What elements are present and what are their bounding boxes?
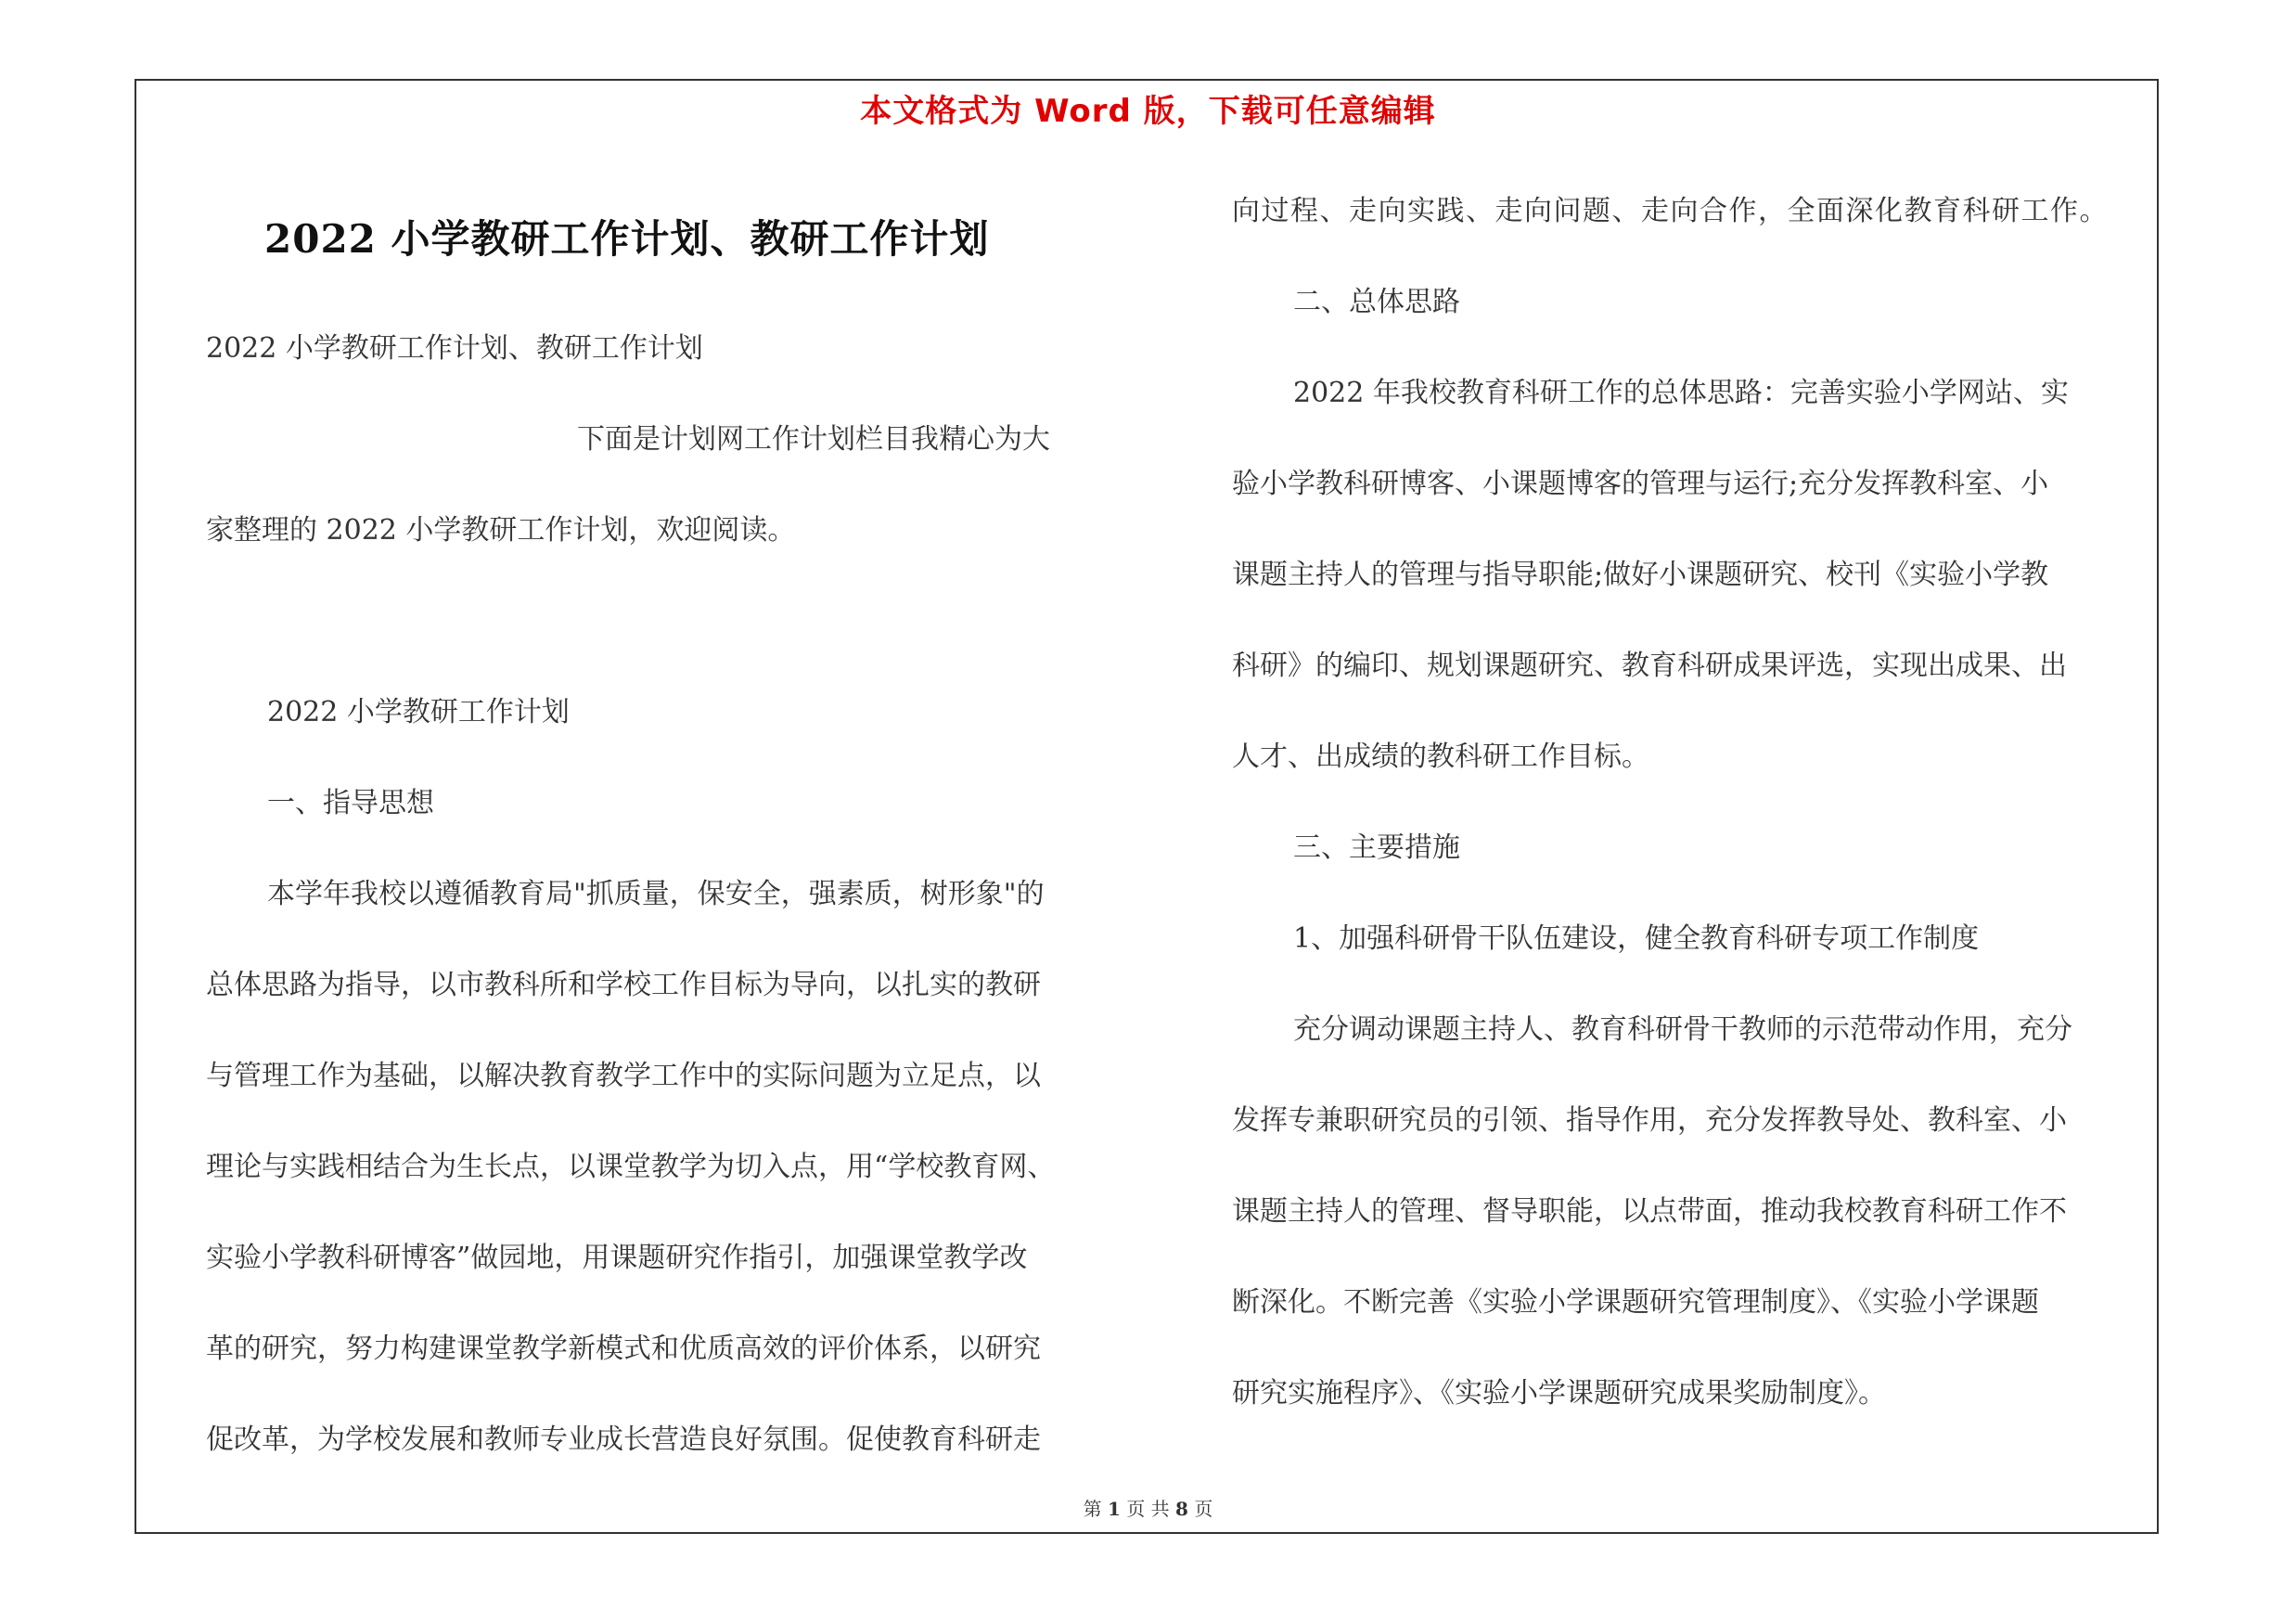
current-page-number: 1 [1108,1498,1121,1520]
footer-prefix: 第 [1083,1498,1102,1520]
body-line: 研究实施程序》、《实验小学课题研究成果奖励制度》。 [1232,1377,1886,1410]
footer-middle: 页 共 [1126,1498,1170,1520]
body-line: 2022 年我校教育科研工作的总体思路：完善实验小学网站、实 [1293,377,2069,409]
blank-line [206,576,1134,667]
page-footer [0,1494,2296,1521]
body-line: 革的研究，努力构建课堂教学新模式和优质高效的评价体系，以研究 [206,1333,1041,1365]
body-line: 课题主持人的管理、督导职能，以点带面，推动我校教育科研工作不 [1232,1195,2067,1228]
format-notice-banner: 本文格式为 Word 版，下载可任意编辑 [860,93,1436,130]
right-column [1232,166,2178,1439]
body-line: 验小学教科研博客、小课题博客的管理与运行;充分发挥教科室、小 [1232,468,2049,500]
document-title: 2022 小学教研工作计划、教研工作计划 [264,216,990,262]
body-line: 断深化。不断完善《实验小学课题研究管理制度》、《实验小学课题 [1232,1286,2039,1319]
body-line: 总体思路为指导，以市教科所和学校工作目标为导向，以扎实的教研 [206,969,1041,1001]
body-line: 课题主持人的管理与指导职能;做好小课题研究、校刊《实验小学教 [1232,559,2049,591]
section-heading: 2022 小学教研工作计划 [267,696,570,728]
body-line: 本学年我校以遵循教育局"抓质量，保安全，强素质，树形象"的 [267,878,1045,910]
body-line: 充分调动课题主持人、教育科研骨干教师的示范带动作用，充分 [1293,1013,2072,1046]
body-line: 人才、出成绩的教科研工作目标。 [1232,741,1649,773]
body-line: 科研》的编印、规划课题研究、教育科研成果评选，实现出成果、出 [1232,650,2067,682]
section-heading: 二、总体思路 [1293,286,1460,318]
body-line: 实验小学教科研博客”做园地，用课题研究作指引，加强课堂教学改 [206,1242,1028,1274]
subsection-heading: 1、加强科研骨干队伍建设，健全教育科研专项工作制度 [1293,922,1980,955]
body-line: 与管理工作为基础，以解决教育教学工作中的实际问题为立足点，以 [206,1060,1041,1092]
section-heading: 一、指导思想 [267,787,434,819]
intro-line: 下面是计划网工作计划栏目我精心为大 [577,423,1050,456]
body-line: 发挥专兼职研究员的引领、指导作用，充分发挥教导处、教科室、小 [1232,1104,2067,1137]
section-heading: 三、主要措施 [1293,831,1460,864]
total-page-count: 8 [1175,1498,1188,1520]
subtitle-line: 2022 小学教研工作计划、教研工作计划 [206,332,703,365]
left-column [206,303,1134,1486]
intro-line: 家整理的 2022 小学教研工作计划，欢迎阅读。 [206,514,796,547]
body-line: 促改革，为学校发展和教师专业成长营造良好氛围。促使教育科研走 [206,1423,1041,1456]
body-line: 向过程、走向实践、走向问题、走向合作，全面深化教育科研工作。 [1232,195,2109,227]
body-line: 理论与实践相结合为生长点，以课堂教学为切入点，用“学校教育网、 [206,1151,1056,1183]
footer-suffix: 页 [1194,1498,1213,1520]
